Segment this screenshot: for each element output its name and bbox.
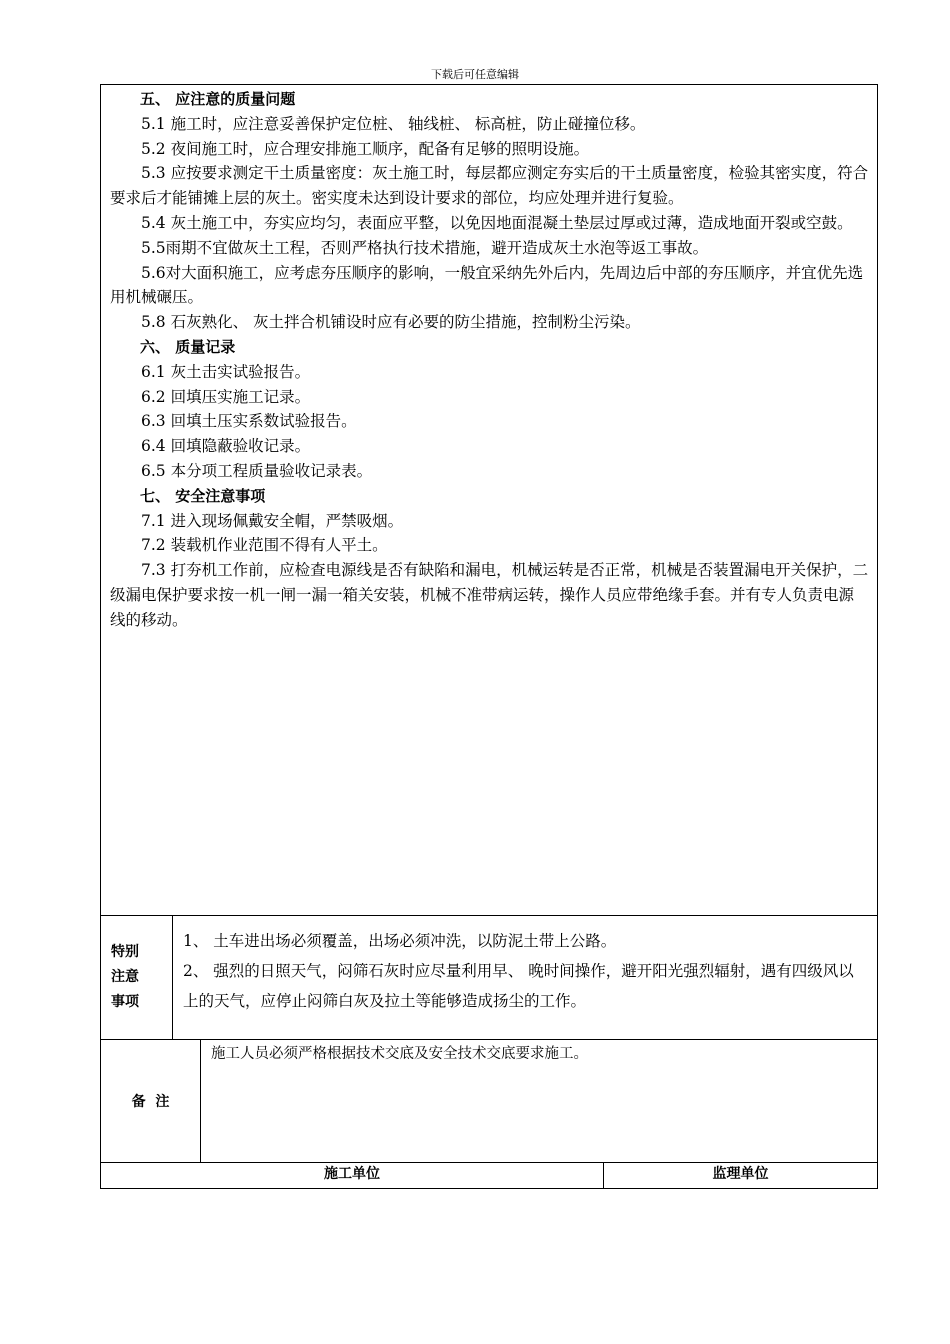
content-body [101, 85, 877, 633]
item-6-3: 6.3 回填土压实系数试验报告。 [141, 412, 357, 431]
item-5-8: 5.8 石灰熟化、 灰土拌合机铺设时应有必要的防尘措施，控制粉尘污染。 [141, 313, 641, 332]
item-6-4: 6.4 回填隐蔽验收记录。 [141, 437, 311, 456]
special-note-2: 2、 强烈的日照天气，闷筛石灰时应尽量利用早、 晚时间操作，避开阳光强烈辐射，遇有四级风以上的天气，应停止闷筛白灰及拉土等能够造成扬尘的工作。 [183, 962, 854, 1010]
main-content-cell [101, 85, 878, 916]
special-notes-cell [173, 916, 878, 1040]
item-7-1: 7.1 进入现场佩戴安全帽，严禁吸烟。 [141, 511, 404, 530]
remarks-text: 施工人员必须严格根据技术交底及安全技术交底要求施工。 [201, 1040, 878, 1163]
item-5-6: 5.6对大面积施工，应考虑夯压顺序的影响，一般宜采纳先外后内，先周边后中部的夯压顺序，并宜优先选用机械碾压。 [110, 263, 864, 307]
item-6-5: 6.5 本分项工程质量验收记录表。 [141, 461, 373, 480]
remarks-label: 备 注 [101, 1040, 201, 1163]
item-5-3: 5.3 应按要求测定干土质量密度：灰土施工时，每层都应测定夯实后的干土质量密度，检验其密实度，符合要求后才能铺摊上层的灰土。密实度未达到设计要求的部位，均应处理并进行复验。 [110, 164, 869, 208]
special-notes-label-text: 特别 注意 事项 [111, 944, 139, 1010]
item-5-2: 5.2 夜间施工时，应合理安排施工顺序，配备有足够的照明设施。 [141, 139, 590, 158]
item-7-3: 7.3 打夯机工作前，应检查电源线是否有缺陷和漏电，机械运转是否正常，机械是否装置漏电开关保护，二级漏电保护要求按一机一闸一漏一箱关安装，机械不准带病运转，操作人员应带绝缘手套。并有专人负责电源线的移动。 [110, 561, 869, 629]
item-6-1: 6.1 灰土击实试验报告。 [141, 362, 311, 381]
item-5-1: 5.1 施工时，应注意妥善保护定位桩、 轴线桩、 标高桩，防止碰撞位移。 [141, 114, 646, 133]
section-heading-7: 七、 安全注意事项 [140, 486, 266, 505]
item-5-4: 5.4 灰土施工中，夯实应均匀，表面应平整，以免因地面混凝土垫层过厚或过薄，造成地面开裂或空鼓。 [141, 213, 853, 232]
special-note-1: 1、 土车进出场必须覆盖，出场必须冲洗，以防泥土带上公路。 [183, 932, 617, 950]
item-7-2: 7.2 装载机作业范围不得有人平土。 [141, 536, 388, 555]
section-heading-6: 六、 质量记录 [140, 337, 236, 356]
item-6-2: 6.2 回填压实施工记录。 [141, 387, 311, 406]
section-heading-5: 五、 应注意的质量问题 [140, 90, 296, 108]
item-5-5: 5.5雨期不宜做灰土工程，否则严格执行技术措施，避开造成灰土水泡等返工事故。 [141, 238, 709, 257]
header-note: 下载后可任意编辑 [431, 68, 519, 81]
construction-unit-label: 施工单位 [101, 1163, 604, 1189]
disclosure-table [100, 84, 878, 1189]
supervision-unit-label: 监理单位 [604, 1163, 878, 1189]
special-notes-label [101, 916, 173, 1040]
